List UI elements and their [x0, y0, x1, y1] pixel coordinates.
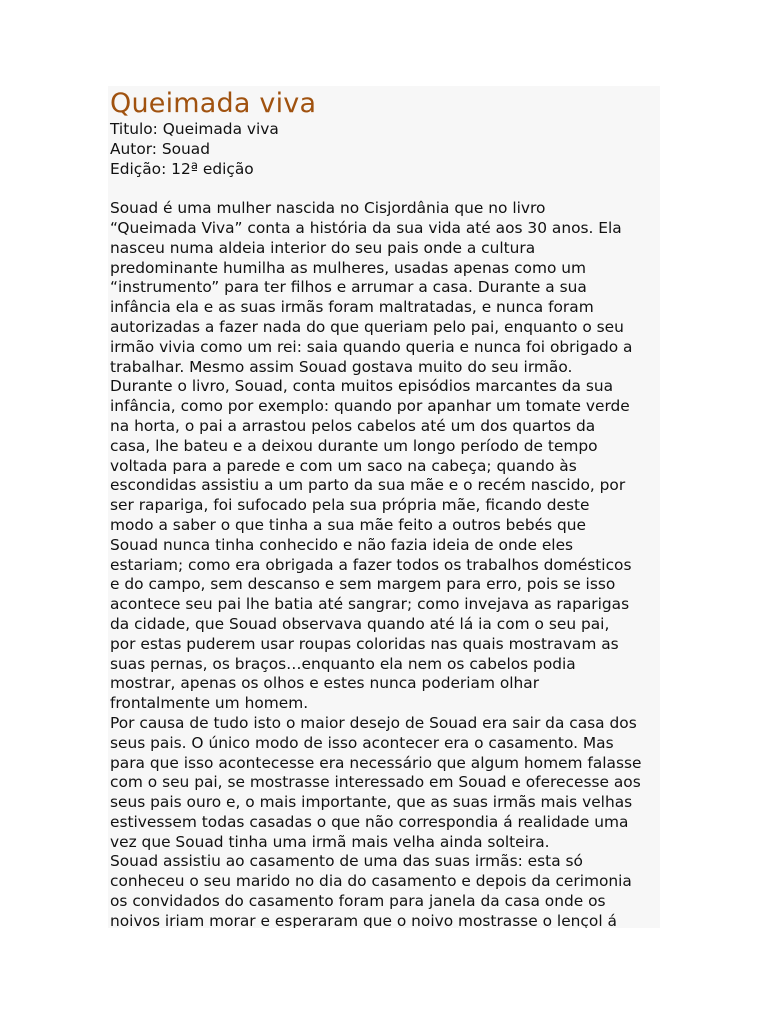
- document-title: Queimada viva: [110, 88, 317, 119]
- paragraph-intro: Souad é uma mulher nascida no Cisjordânia que no livro “Queimada Viva” conta a história da sua vida até aos 30 anos. Ela nasceu numa aldeia interior do seu pais onde a cultura predominante humilha as mulheres, usadas apenas como um “instrumento” para ter filhos e arrumar a casa. Durante a sua infância ela e as suas irmãs foram maltratadas, e nunca foram autorizadas a fazer nada do que queriam pelo pai, enquanto o seu irmão vivia como um rei: saia quando queria e nunca foi obrigado a trabalhar. Mesmo assim Souad gostava muito do seu irmão.: [110, 199, 633, 376]
- meta-author-line: Autor: Souad: [110, 139, 211, 158]
- document-page: [108, 86, 660, 928]
- meta-edition-line: Edição: 12ª edição: [110, 159, 254, 178]
- meta-title-line: Titulo: Queimada viva: [110, 120, 279, 138]
- paragraph-childhood: Durante o livro, Souad, conta muitos episódios marcantes da sua infância, como por exemplo: quando por apanhar um tomate verde na horta, o pai a arrastou pelos cabelos até um dos quartos da casa, lhe bateu e a deixou durante um longo período de tempo voltada para a parede e com um saco na cabeça; quando às escondidas assistiu a um parto da sua mãe e o recém nascido, por ser rapariga, foi sufocado pela sua própria mãe, ficando deste modo a saber o que tinha a sua mãe feito a outros bebés que Souad nunca tinha conhecido e não fazia ideia de onde eles estariam; como era obrigada a fazer todos os trabalhos domésticos e do campo, sem descanso e sem margem para erro, pois se isso acontece seu pai lhe batia até sangrar; como invejava as raparigas da cidade, que Souad observava quando até lá ia com o seu pai, por estas puderem usar roupas coloridas nas quais mostravam as suas pernas, os braços…enquanto ela nem os cabelos podia mostrar, apenas os olhos e estes nunca poderiam olhar frontalmente um homem.: [110, 377, 632, 713]
- paragraph-marriage-desire: Por causa de tudo isto o maior desejo de Souad era sair da casa dos seus pais. O único modo de isso acontecer era o casamento. Mas para que isso acontecesse era necessário que algum homem falasse com o seu pai, se mostrasse interessado em Souad e oferecesse aos seus pais ouro e, o mais importante, que as suas irmãs mais velhas estivessem todas casadas o que não correspondia á realidade uma vez que Souad tinha uma irmã mais velha ainda solteira.: [110, 713, 642, 851]
- blank-line: [108, 179, 660, 199]
- book-metadata: [108, 120, 660, 179]
- paragraph-sister-wedding: Souad assistiu ao casamento de uma das suas irmãs: esta só conheceu o seu marido no dia do casamento e depois da cerimonia os convidados do casamento foram para janela da casa onde os noivos iriam morar e esperaram que o noivo mostrasse o lençol á: [110, 852, 632, 928]
